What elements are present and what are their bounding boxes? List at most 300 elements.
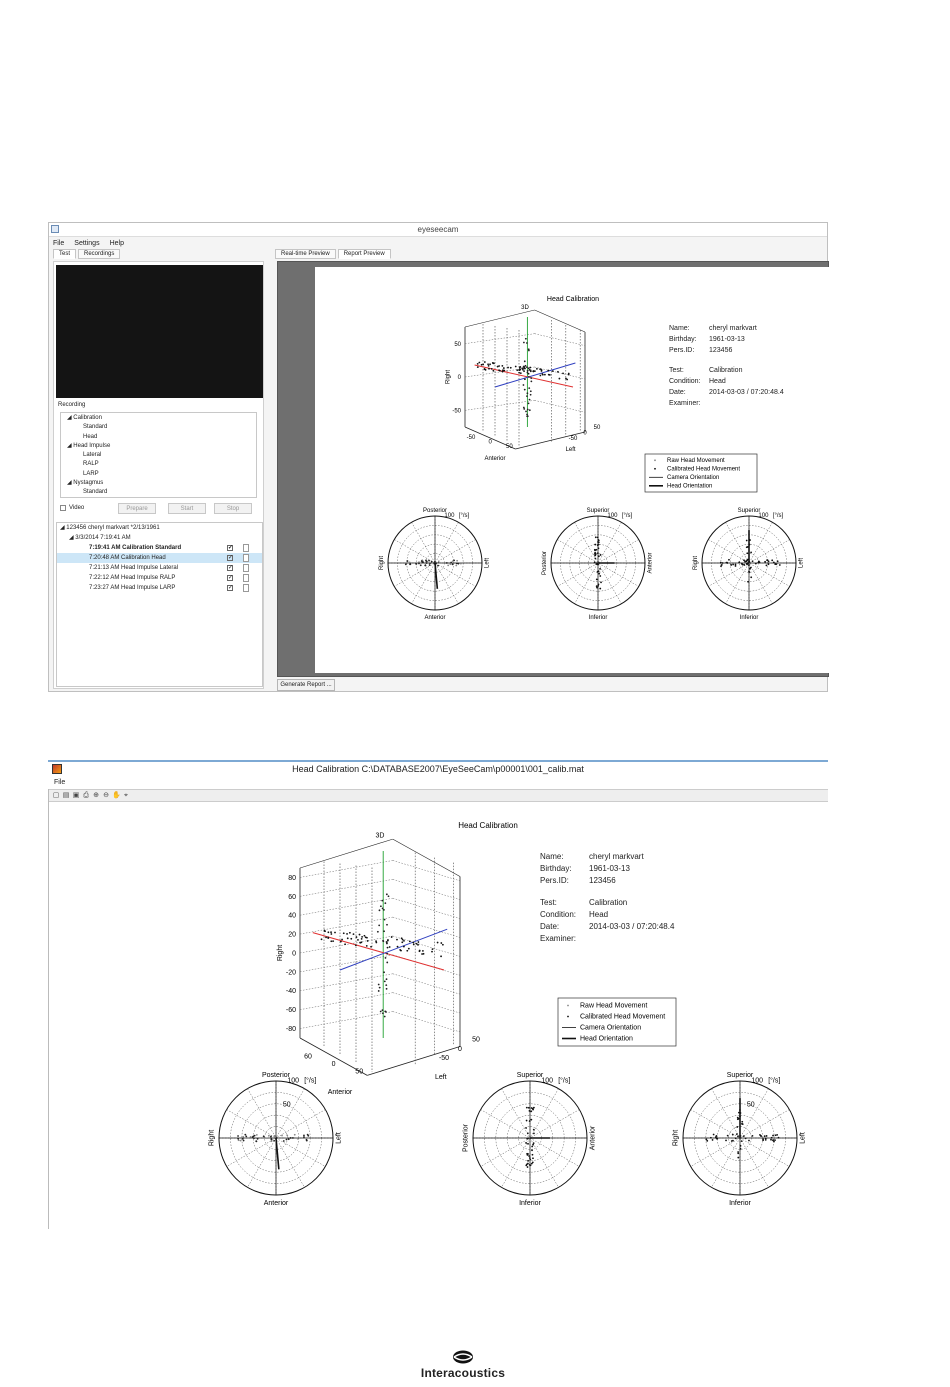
data-point: [257, 1138, 259, 1140]
polar-top-label: Superior: [726, 1072, 754, 1079]
zoom-out-icon[interactable]: ⊖: [103, 791, 109, 799]
video-checkbox-label: Video: [69, 505, 85, 511]
data-point: [526, 366, 528, 368]
print-icon[interactable]: ⎙: [83, 791, 89, 799]
data-point: [380, 1011, 382, 1013]
recording-row[interactable]: [57, 583, 262, 593]
data-point: [536, 368, 538, 370]
polar-right-label: Anterior: [589, 1125, 597, 1151]
polar-unit-label: [°/s]: [768, 1077, 781, 1085]
polar-plot: [672, 1072, 806, 1207]
data-point: [271, 1140, 273, 1142]
data-point: [746, 562, 748, 564]
data-point: [386, 953, 388, 955]
z-tick-label: 0: [458, 1045, 462, 1053]
data-point: [378, 984, 380, 986]
data-point: [542, 374, 544, 376]
data-point: [530, 1119, 532, 1121]
data-point: [759, 561, 761, 563]
polar-right-label: Left: [335, 1132, 343, 1144]
polar-top-label: Superior: [737, 508, 761, 514]
axis-line: [465, 310, 535, 327]
tree-leaf[interactable]: RALP: [83, 461, 99, 468]
data-point: [432, 948, 434, 950]
info-key: Examiner:: [540, 933, 577, 943]
info-key: Name:: [669, 325, 690, 332]
data-point: [532, 1144, 534, 1146]
data-point: [595, 536, 597, 538]
data-point: [544, 374, 546, 376]
recording-checkbox[interactable]: ✓: [228, 545, 234, 551]
data-point: [710, 1137, 712, 1139]
data-point: [527, 1143, 529, 1145]
tree-leaf[interactable]: Standard: [83, 424, 108, 431]
title-bar: [48, 760, 828, 777]
tab-test[interactable]: Test: [53, 249, 76, 259]
data-point: [399, 949, 401, 951]
data-point: [286, 1134, 288, 1136]
info-value: cheryl markvart: [709, 325, 757, 332]
recording-checkbox[interactable]: ✓: [228, 565, 234, 571]
document-icon[interactable]: [243, 544, 249, 552]
info-value: Head: [709, 377, 726, 385]
data-point: [779, 564, 781, 566]
y-tick-label: -60: [285, 1007, 296, 1015]
data-point: [526, 1107, 528, 1109]
tree-leaf[interactable]: Standard: [83, 489, 108, 496]
data-point: [772, 1139, 774, 1141]
prepare-button[interactable]: Prepare: [118, 503, 156, 514]
info-key: Test:: [540, 897, 557, 907]
data-point: [750, 551, 752, 553]
document-icon[interactable]: [243, 554, 249, 562]
data-point: [442, 944, 444, 946]
recording-label: 7:22:12 AM Head Impulse RALP: [89, 575, 176, 581]
data-point: [325, 936, 327, 938]
data-point: [713, 1134, 715, 1136]
menu-settings[interactable]: Settings: [74, 239, 100, 247]
data-point: [503, 367, 505, 369]
zoom-in-icon[interactable]: ⊕: [93, 791, 99, 799]
data-point: [770, 1139, 772, 1141]
data-point: [382, 908, 384, 910]
data-point: [766, 565, 768, 567]
data-point: [529, 1159, 531, 1161]
tab-recordings[interactable]: Recordings: [78, 249, 120, 259]
data-point: [526, 413, 528, 415]
data-point: [743, 559, 745, 561]
recording-checkbox[interactable]: ✓: [228, 575, 234, 581]
data-point: [597, 552, 599, 554]
polar-plot: [379, 508, 490, 621]
data-point: [547, 370, 549, 372]
data-point: [387, 947, 389, 949]
data-point: [520, 372, 522, 374]
data-point: [384, 902, 386, 904]
report-preview-pane: [277, 261, 829, 677]
data-point: [292, 1137, 294, 1139]
x-tick-label: 50: [506, 444, 513, 450]
tree-node[interactable]: ◢ Calibration: [67, 415, 102, 421]
polar-top-label: Superior: [586, 508, 610, 514]
tree-node[interactable]: ◢ Nystagmus: [67, 480, 104, 487]
data-point: [530, 369, 532, 371]
data-point: [294, 1134, 296, 1136]
data-point: [600, 554, 602, 556]
data-point: [541, 370, 543, 372]
polar-left-label: Posterior: [462, 1123, 470, 1153]
grid-line: [393, 1012, 460, 1032]
data-point: [406, 950, 408, 952]
window-title: eyeseecam: [417, 225, 459, 234]
info-value: 123456: [589, 876, 616, 885]
info-key: Pers.ID:: [669, 347, 695, 354]
data-point: [341, 939, 343, 941]
data-point: [386, 942, 388, 944]
data-point: [453, 559, 455, 561]
data-point: [524, 360, 526, 362]
menu-file[interactable]: File: [53, 239, 65, 247]
data-point: [426, 562, 428, 564]
legend-label: Head Orientation: [667, 483, 713, 490]
left-tab-bar: [53, 249, 122, 259]
y-tick-label: 40: [288, 912, 296, 920]
data-point: [485, 369, 487, 371]
data-cursor-icon[interactable]: ⌖: [124, 791, 128, 799]
data-point: [533, 1129, 535, 1131]
data-point: [271, 1138, 273, 1140]
data-point: [525, 1164, 527, 1166]
recording-tree: [60, 412, 257, 498]
data-point: [382, 940, 384, 942]
data-point: [492, 370, 494, 372]
data-point: [597, 585, 599, 587]
data-point: [539, 375, 541, 377]
data-point: [532, 1108, 534, 1110]
data-point: [502, 371, 504, 373]
data-point: [412, 942, 414, 944]
grid-line: [300, 860, 393, 877]
data-point: [531, 1146, 533, 1148]
data-point: [748, 571, 750, 573]
data-point: [386, 893, 388, 895]
data-point: [420, 564, 422, 566]
data-point: [765, 1138, 767, 1140]
data-point: [738, 561, 740, 563]
data-point: [270, 1136, 272, 1138]
grid-line: [535, 334, 585, 346]
data-point: [370, 946, 372, 948]
head-orientation-line: [276, 1138, 279, 1169]
data-point: [737, 1117, 739, 1119]
data-point: [750, 567, 752, 569]
y-tick-label: 60: [288, 893, 296, 901]
polar-rmid-label: 50: [746, 1101, 755, 1109]
grid-line: [300, 1012, 393, 1029]
data-point: [755, 563, 757, 565]
info-value: 1961-03-13: [589, 864, 630, 873]
data-point: [712, 1139, 714, 1141]
data-point: [498, 365, 500, 367]
x-tick-label: 0: [488, 439, 492, 446]
grid-line: [393, 898, 460, 918]
data-point: [387, 939, 389, 941]
polar-bottom-label: Inferior: [519, 1200, 541, 1207]
data-point: [552, 370, 554, 372]
info-key: Pers.ID:: [540, 876, 569, 885]
generate-report-button[interactable]: Generate Report ...: [277, 679, 335, 691]
data-point: [529, 1164, 531, 1166]
data-point: [531, 1163, 533, 1165]
recording-controls: [60, 503, 257, 515]
data-point: [381, 900, 383, 902]
data-point: [361, 941, 363, 943]
legend: [645, 454, 757, 492]
open-icon[interactable]: ▤: [62, 791, 70, 799]
data-point: [764, 561, 766, 563]
x-tick-label: 0: [331, 1061, 336, 1069]
x-tick-label: -50: [466, 435, 476, 441]
legend-marker: [654, 468, 656, 470]
data-point: [597, 536, 599, 538]
data-point: [741, 563, 743, 565]
data-point: [528, 387, 530, 389]
data-point: [383, 930, 385, 932]
menu-file[interactable]: File: [54, 779, 66, 786]
grid-line: [393, 879, 460, 899]
data-point: [386, 988, 388, 990]
info-key: Birthday:: [540, 864, 572, 873]
tree-leaf[interactable]: LARP: [83, 470, 99, 477]
data-point: [361, 936, 363, 938]
z-tick-label: -50: [438, 1055, 450, 1063]
y-tick-label: -80: [285, 1026, 296, 1034]
data-point: [407, 560, 409, 562]
data-point: [565, 378, 567, 380]
data-point: [518, 372, 520, 374]
start-button[interactable]: Start: [168, 503, 206, 514]
data-point: [747, 581, 749, 583]
data-point: [527, 1160, 529, 1162]
data-point: [599, 575, 601, 577]
y-tick-label: -50: [452, 408, 461, 415]
data-point: [385, 1011, 387, 1013]
tab-real-time-preview[interactable]: Real-time Preview: [275, 249, 336, 259]
data-point: [477, 366, 479, 368]
matlab-figure-window: [48, 760, 828, 1230]
data-point: [492, 362, 494, 364]
data-point: [745, 1137, 747, 1139]
data-point: [746, 560, 748, 562]
data-point: [528, 1155, 530, 1157]
data-point: [437, 942, 439, 944]
data-point: [401, 937, 403, 939]
data-point: [366, 945, 368, 947]
data-point: [743, 564, 745, 566]
data-point: [596, 587, 598, 589]
data-point: [525, 365, 527, 367]
tab-report-preview[interactable]: Report Preview: [338, 249, 391, 259]
data-point: [532, 1154, 534, 1156]
data-point: [775, 1134, 777, 1136]
polar-bottom-label: Inferior: [739, 615, 759, 621]
data-point: [431, 951, 433, 953]
recording-label: 7:23:27 AM Head Impulse LARP: [89, 585, 176, 591]
info-value: Calibration: [589, 897, 628, 907]
data-point: [478, 362, 480, 364]
data-point: [526, 1120, 528, 1122]
y-tick-label: -40: [285, 988, 296, 996]
polar-left-label: Right: [672, 1129, 680, 1147]
recording-row[interactable]: [57, 573, 262, 583]
data-point: [525, 1142, 527, 1144]
new-figure-icon[interactable]: ▢: [52, 791, 60, 799]
data-point: [532, 371, 534, 373]
legend-label: Camera Orientation: [667, 475, 720, 482]
stop-button[interactable]: Stop: [214, 503, 252, 514]
data-point: [330, 933, 332, 935]
polar-unit-label: [°/s]: [458, 513, 470, 520]
polar-plot: [462, 1072, 596, 1207]
data-point: [526, 395, 528, 397]
data-point: [477, 363, 479, 365]
polar-plot: [693, 508, 804, 621]
recording-checkbox[interactable]: ✓: [228, 555, 234, 561]
recording-checkbox[interactable]: ✓: [228, 585, 234, 591]
data-point: [383, 971, 385, 973]
data-point: [529, 409, 531, 411]
session-node[interactable]: ◢ 3/3/2014 7:19:41 AM: [69, 535, 131, 541]
video-checkbox[interactable]: [60, 505, 66, 511]
recording-row[interactable]: [57, 563, 262, 573]
info-value: 1961-03-13: [709, 336, 745, 343]
y-tick-label: 50: [454, 341, 461, 348]
info-key: Test:: [669, 366, 684, 374]
document-icon[interactable]: [243, 574, 249, 582]
recording-label: 7:21:13 AM Head Impulse Lateral: [89, 565, 179, 571]
y-tick-label: 0: [457, 375, 461, 382]
data-point: [523, 408, 525, 410]
data-point: [419, 950, 421, 952]
data-point: [526, 415, 528, 417]
data-point: [290, 1137, 292, 1139]
data-point: [737, 1152, 739, 1154]
polar-unit-label: [°/s]: [558, 1077, 571, 1085]
document-icon[interactable]: [243, 564, 249, 572]
data-point: [380, 905, 382, 907]
tree-leaf[interactable]: Lateral: [83, 452, 102, 459]
data-point: [252, 1136, 254, 1138]
document-icon[interactable]: [243, 584, 249, 592]
save-icon[interactable]: ▣: [72, 791, 80, 799]
tree-node[interactable]: ◢ Head Impulse: [67, 442, 111, 449]
data-point: [527, 370, 529, 372]
data-point: [526, 1154, 528, 1156]
info-key: Condition:: [540, 909, 577, 919]
data-point: [487, 363, 489, 365]
data-point: [397, 946, 399, 948]
data-point: [595, 553, 597, 555]
data-point: [266, 1137, 268, 1139]
data-point: [510, 367, 512, 369]
data-point: [384, 1016, 386, 1018]
data-point: [527, 1132, 529, 1134]
data-point: [256, 1134, 258, 1136]
legend-label: Calibrated Head Movement: [667, 466, 741, 473]
polar-rmax-label: 100: [758, 513, 769, 520]
data-point: [530, 380, 532, 382]
info-key: Date:: [540, 921, 560, 931]
data-point: [720, 562, 722, 564]
data-point: [498, 369, 500, 371]
tree-leaf[interactable]: Head: [83, 433, 98, 440]
data-point: [460, 563, 462, 565]
recording-row-selected[interactable]: [57, 553, 262, 563]
data-point: [403, 946, 405, 948]
data-point: [598, 547, 600, 549]
data-point: [525, 1127, 527, 1129]
data-point: [530, 394, 532, 396]
title-bar: [49, 223, 827, 237]
data-point: [237, 1138, 239, 1140]
data-point: [529, 1120, 531, 1122]
data-point: [359, 934, 361, 936]
data-point: [446, 562, 448, 564]
data-point: [562, 372, 564, 374]
data-point: [519, 369, 521, 371]
z-tick-label: 0: [583, 430, 587, 437]
grid-line: [300, 993, 393, 1010]
data-point: [725, 1140, 727, 1142]
polar-unit-label: [°/s]: [304, 1077, 317, 1085]
data-point: [356, 936, 358, 938]
data-point: [250, 1136, 252, 1138]
data-point: [344, 943, 346, 945]
y-tick-label: -20: [285, 969, 296, 977]
x-axis-label: Anterior: [484, 456, 506, 462]
data-point: [388, 895, 390, 897]
menu-help[interactable]: Help: [109, 239, 124, 247]
data-point: [764, 1135, 766, 1137]
polar-top-label: Superior: [516, 1072, 544, 1079]
data-point: [273, 1140, 275, 1142]
session-tree: [56, 522, 263, 687]
data-point: [268, 1135, 270, 1137]
legend-label: Raw Head Movement: [667, 458, 725, 465]
data-point: [598, 573, 600, 575]
pan-icon[interactable]: ✋: [112, 791, 121, 799]
data-point: [286, 1139, 288, 1141]
polar-bottom-label: Anterior: [424, 615, 446, 621]
data-point: [759, 1134, 761, 1136]
data-point: [530, 1110, 532, 1112]
legend-marker: [567, 1016, 569, 1018]
data-point: [330, 931, 332, 933]
data-point: [242, 1136, 244, 1138]
recording-row[interactable]: [57, 543, 262, 553]
data-point: [366, 937, 368, 939]
data-point: [773, 562, 775, 564]
plot-3d-title: 3D: [521, 305, 529, 311]
data-point: [737, 1157, 739, 1159]
data-point: [254, 1135, 256, 1137]
data-point: [384, 980, 386, 982]
data-point: [526, 392, 528, 394]
x-tick-label: 50: [355, 1068, 364, 1076]
patient-node[interactable]: ◢ 123456 cheryl markvart *2/13/1961: [60, 525, 160, 531]
y-tick-label: 20: [288, 931, 296, 939]
data-point: [452, 563, 454, 565]
